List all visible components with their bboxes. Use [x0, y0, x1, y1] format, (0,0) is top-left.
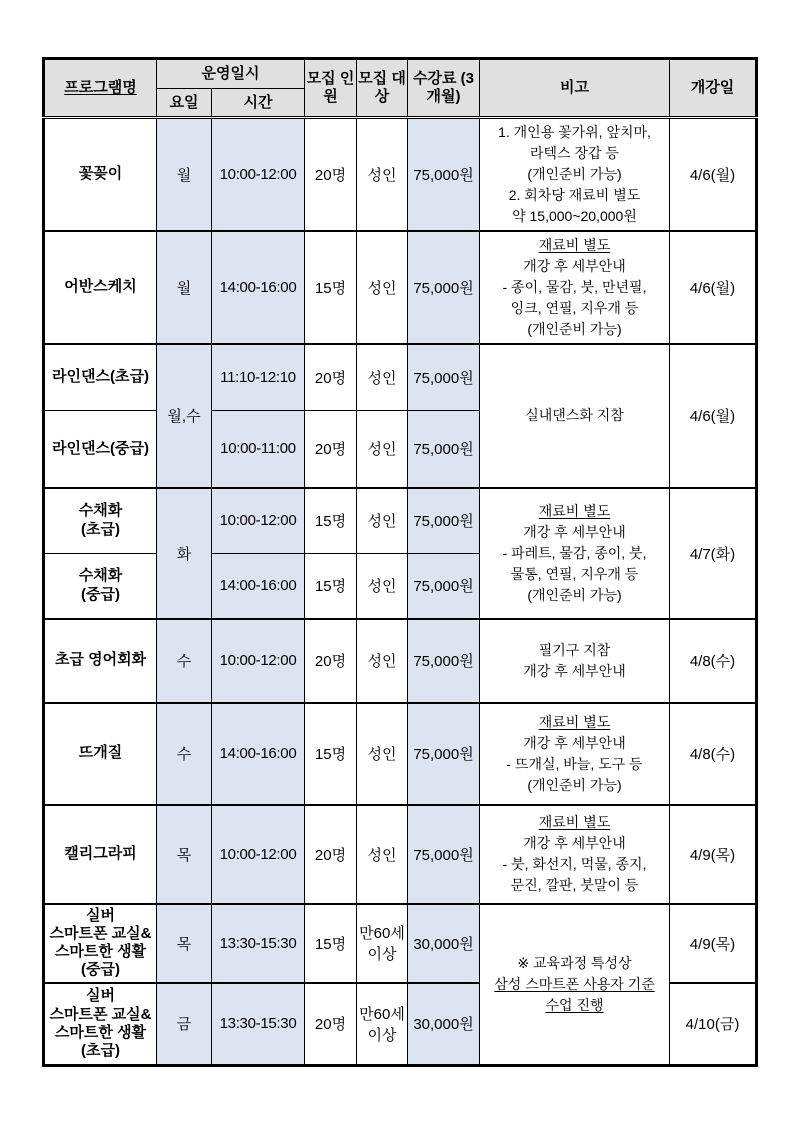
note-cell: ※ 교육과정 특성상 삼성 스마트폰 사용자 기준 수업 진행: [480, 904, 670, 1066]
day-cell: 월: [157, 231, 212, 344]
target-cell: 성인: [357, 554, 408, 619]
header-operating-schedule: 운영일시: [157, 59, 305, 89]
target-cell: 성인: [357, 805, 408, 904]
table-row-beginner-english-conversation: [44, 619, 757, 703]
day-cell: 월: [157, 118, 212, 231]
note-cell: 1. 개인용 꽃가위, 앞치마, 라텍스 장갑 등 (개인준비 가능) 2. 회차당 재료비 별도 약 15,000~20,000원: [480, 118, 670, 231]
start-date-cell: 4/9(목): [670, 904, 757, 983]
fee-cell: 75,000원: [408, 554, 480, 619]
time-cell: 10:00-12:00: [212, 805, 305, 904]
header-capacity: 모집 인원: [305, 59, 357, 118]
target-cell: 성인: [357, 411, 408, 488]
program-name-cell: 라인댄스(초급): [44, 344, 157, 411]
capacity-cell: 20명: [305, 411, 357, 488]
start-date-cell: 4/10(금): [670, 983, 757, 1066]
header-note: 비고: [480, 59, 670, 118]
program-name-cell: 어반스케치: [44, 231, 157, 344]
fee-cell: 75,000원: [408, 118, 480, 231]
time-cell: 11:10-12:10: [212, 344, 305, 411]
start-date-cell: 4/8(수): [670, 619, 757, 703]
fee-cell: 75,000원: [408, 488, 480, 554]
program-name-cell: 초급 영어회화: [44, 619, 157, 703]
program-name-cell: 라인댄스(중급): [44, 411, 157, 488]
header-time: 시간: [212, 89, 305, 118]
target-cell: 성인: [357, 619, 408, 703]
fee-cell: 75,000원: [408, 805, 480, 904]
fee-cell: 75,000원: [408, 344, 480, 411]
program-name-cell: 꽃꽂이: [44, 118, 157, 231]
time-cell: 13:30-15:30: [212, 983, 305, 1066]
header-day: 요일: [157, 89, 212, 118]
program-name-cell: 뜨개질: [44, 703, 157, 805]
fee-cell: 75,000원: [408, 703, 480, 805]
table-body: [44, 118, 757, 1066]
capacity-cell: 15명: [305, 231, 357, 344]
header-fee: 수강료 (3개월): [408, 59, 480, 118]
day-cell: 수: [157, 703, 212, 805]
target-cell: 성인: [357, 488, 408, 554]
fee-cell: 30,000원: [408, 983, 480, 1066]
time-cell: 10:00-12:00: [212, 118, 305, 231]
capacity-cell: 15명: [305, 904, 357, 983]
table-row-urban-sketch: [44, 231, 757, 344]
day-cell: 월,수: [157, 344, 212, 488]
header-program-name-label: 프로그램명: [64, 79, 137, 96]
program-name-cell: 실버 스마트폰 교실& 스마트한 생활 (중급): [44, 904, 157, 983]
day-cell: 화: [157, 488, 212, 619]
program-name-cell: 캘리그라피: [44, 805, 157, 904]
time-cell: 14:00-16:00: [212, 231, 305, 344]
fee-cell: 75,000원: [408, 231, 480, 344]
fee-cell: 75,000원: [408, 411, 480, 488]
capacity-cell: 20명: [305, 983, 357, 1066]
fee-cell: 75,000원: [408, 619, 480, 703]
table-row-calligraphy: [44, 805, 757, 904]
program-name-cell: 수채화 (초급): [44, 488, 157, 554]
time-cell: 14:00-16:00: [212, 554, 305, 619]
time-cell: 10:00-11:00: [212, 411, 305, 488]
note-cell: 실내댄스화 지참: [480, 344, 670, 488]
table-row-flower-arrangement: [44, 118, 757, 231]
day-cell: 수: [157, 619, 212, 703]
table-row-knitting: [44, 703, 757, 805]
target-cell: 만60세 이상: [357, 904, 408, 983]
day-cell: 목: [157, 904, 212, 983]
table-row-watercolor-beginner: [44, 488, 757, 554]
header-row-top: [44, 59, 757, 89]
start-date-cell: 4/6(월): [670, 344, 757, 488]
start-date-cell: 4/7(화): [670, 488, 757, 619]
capacity-cell: 15명: [305, 703, 357, 805]
note-cell: 재료비 별도 개강 후 세부안내 - 뜨개실, 바늘, 도구 등 (개인준비 가능): [480, 703, 670, 805]
note-cell: 재료비 별도 개강 후 세부안내 - 붓, 화선지, 먹물, 종지, 문진, 깔판, 붓말이 등: [480, 805, 670, 904]
program-name-cell: 실버 스마트폰 교실& 스마트한 생활 (초급): [44, 983, 157, 1066]
capacity-cell: 15명: [305, 488, 357, 554]
capacity-cell: 15명: [305, 554, 357, 619]
time-cell: 10:00-12:00: [212, 488, 305, 554]
table-row-line-dance-beginner: [44, 344, 757, 411]
start-date-cell: 4/6(월): [670, 118, 757, 231]
start-date-cell: 4/8(수): [670, 703, 757, 805]
capacity-cell: 20명: [305, 344, 357, 411]
start-date-cell: 4/9(목): [670, 805, 757, 904]
target-cell: 성인: [357, 118, 408, 231]
time-cell: 13:30-15:30: [212, 904, 305, 983]
target-cell: 성인: [357, 703, 408, 805]
target-cell: 만60세 이상: [357, 983, 408, 1066]
target-cell: 성인: [357, 344, 408, 411]
time-cell: 10:00-12:00: [212, 619, 305, 703]
program-schedule-table: [42, 57, 758, 1067]
note-cell: 필기구 지참 개강 후 세부안내: [480, 619, 670, 703]
header-program-name: [44, 59, 157, 118]
time-cell: 14:00-16:00: [212, 703, 305, 805]
start-date-cell: 4/6(월): [670, 231, 757, 344]
capacity-cell: 20명: [305, 118, 357, 231]
note-cell: 재료비 별도 개강 후 세부안내 - 파레트, 물감, 종이, 붓, 물통, 연필, 지우개 등 (개인준비 가능): [480, 488, 670, 619]
table-row-silver-smartphone-intermediate: [44, 904, 757, 983]
header-target: 모집 대상: [357, 59, 408, 118]
day-cell: 목: [157, 805, 212, 904]
fee-cell: 30,000원: [408, 904, 480, 983]
target-cell: 성인: [357, 231, 408, 344]
header-start-date: 개강일: [670, 59, 757, 118]
table-header: [44, 59, 757, 118]
capacity-cell: 20명: [305, 619, 357, 703]
program-name-cell: 수채화 (중급): [44, 554, 157, 619]
day-cell: 금: [157, 983, 212, 1066]
capacity-cell: 20명: [305, 805, 357, 904]
note-cell: 재료비 별도 개강 후 세부안내 - 종이, 물감, 붓, 만년필, 잉크, 연필, 지우개 등 (개인준비 가능): [480, 231, 670, 344]
